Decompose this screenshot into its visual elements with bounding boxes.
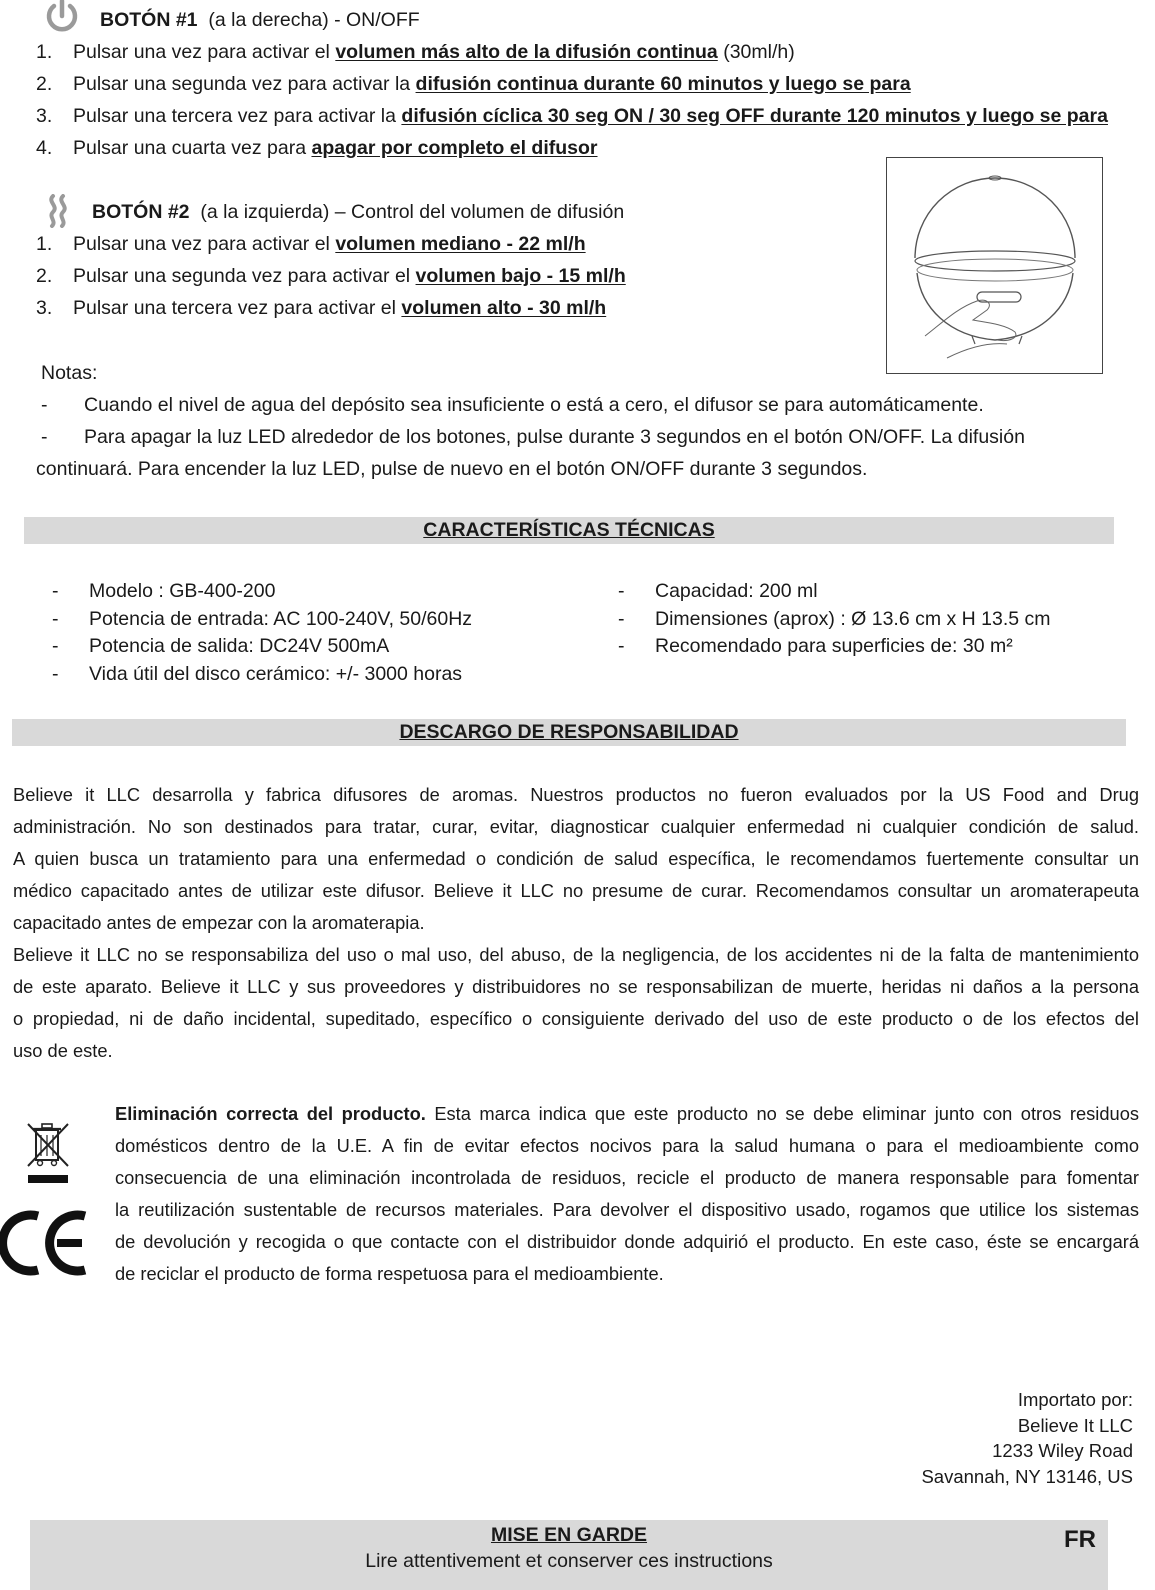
item-emphasis: volumen alto - 30 ml/h xyxy=(401,297,607,319)
notes-item: - Cuando el nivel de agua del depósito sea insuficiente o está a cero, el difusor se para automáticamente. xyxy=(41,394,984,416)
diffuser-illustration xyxy=(886,157,1103,374)
item-text: Pulsar una cuarta vez para xyxy=(73,137,312,159)
spec-item: - Vida útil del disco cerámico: +/- 3000 horas xyxy=(52,663,463,685)
button1-item xyxy=(36,134,598,162)
spec-text: Potencia de salida: DC24V 500mA xyxy=(89,635,390,657)
disclaimer-line: A quien busca un tratamiento para una enfermedad o condición de salud específica, le recomendamos fuertemente consultar un xyxy=(13,848,1139,869)
item-emphasis: volumen más alto de la difusión continua xyxy=(335,41,718,63)
item-emphasis: difusión cíclica 30 seg ON / 30 seg OFF durante 120 minutos y luego se para xyxy=(401,105,1108,127)
item-text: Pulsar una vez para activar el xyxy=(73,41,336,63)
item-number: 1. xyxy=(36,233,53,255)
item-emphasis: volumen mediano - 22 ml/h xyxy=(335,233,586,255)
item-text: Pulsar una tercera vez para activar la xyxy=(73,105,402,127)
disclaimer-line: capacitado antes de empezar con la aromaterapia. xyxy=(13,912,425,933)
notes-item-continuation: continuará. Para encender la luz LED, pulse de nuevo en el botón ON/OFF durante 3 segundos. xyxy=(36,458,868,480)
button2-heading xyxy=(92,198,624,226)
disposal-line: consecuencia de una eliminación incontrolada de residuos, recicle el producto de manera responsable para fomentar xyxy=(115,1167,1139,1188)
disposal-line: de reciclar el producto de forma respetuosa para el medioambiente. xyxy=(115,1263,664,1284)
spec-item: - Potencia de salida: DC24V 500mA xyxy=(52,635,390,657)
notes-item: - Para apagar la luz LED alrededor de los botones, pulse durante 3 segundos en el botón ON/OFF. La difusión xyxy=(41,426,1025,448)
item-number: 4. xyxy=(36,137,53,159)
item-number: 2. xyxy=(36,73,53,95)
importer-label: Importato por: xyxy=(1017,1389,1133,1410)
button2-item xyxy=(36,230,586,258)
spec-item: - Potencia de entrada: AC 100-240V, 50/60Hz xyxy=(52,608,473,630)
disposal-line: domésticos dentro de la U.E. A fin de evitar efectos nocivos para la salud humana o para el medioambiente como xyxy=(115,1135,1139,1156)
item-emphasis: volumen bajo - 15 ml/h xyxy=(415,265,626,287)
spec-item: - Recomendado para superficies de: 30 m² xyxy=(618,635,1013,657)
button1-item xyxy=(36,38,795,66)
disclaimer-line: de este aparato. Believe it LLC y sus proveedores y distribuidores no se responsabilizan de muerte, heridas ni daños a la persona xyxy=(13,976,1139,997)
footer-band xyxy=(30,1520,1108,1590)
button1-heading xyxy=(100,6,420,34)
disclaimer-line: o propiedad, ni de daño incidental, supeditado, específico o consiguiente derivado del uso de este producto o de los efectos del xyxy=(13,1008,1139,1029)
spec-text: Potencia de entrada: AC 100-240V, 50/60Hz xyxy=(89,608,473,630)
spec-text: Dimensiones (aprox) : Ø 13.6 cm x H 13.5 cm xyxy=(655,608,1051,630)
spec-text: Vida útil del disco cerámico: +/- 3000 horas xyxy=(89,663,463,685)
disclaimer-heading: DESCARGO DE RESPONSABILIDAD xyxy=(12,719,1126,746)
importer-address xyxy=(921,1387,1133,1489)
item-emphasis: difusión continua durante 60 minutos y luego se para xyxy=(415,73,911,95)
item-emphasis: apagar por completo el difusor xyxy=(311,137,598,159)
button2-title: BOTÓN #2 xyxy=(92,201,190,223)
steam-icon xyxy=(44,194,74,228)
ce-mark xyxy=(0,1208,90,1278)
button1-item xyxy=(36,102,1108,130)
item-number: 3. xyxy=(36,105,53,127)
spec-item: - Dimensiones (aprox) : Ø 13.6 cm x H 13.5 cm xyxy=(618,608,1051,630)
language-badge: FR xyxy=(1064,1526,1096,1553)
disposal-body xyxy=(115,1098,1139,1290)
importer-street: 1233 Wiley Road xyxy=(992,1440,1133,1461)
notes-item-text: Para apagar la luz LED alrededor de los botones, pulse durante 3 segundos en el botón ON/OFF. La difusión xyxy=(84,426,1025,448)
item-number: 2. xyxy=(36,265,53,287)
disposal-line-text: Esta marca indica que este producto no se debe eliminar junto con otros residuos xyxy=(425,1103,1139,1124)
notes-item-text: Cuando el nivel de agua del depósito sea insuficiente o está a cero, el difusor se para automáticamente. xyxy=(84,394,984,416)
spec-text: Modelo : GB-400-200 xyxy=(89,580,276,602)
footer-title: MISE EN GARDE xyxy=(490,1524,648,1546)
power-icon xyxy=(44,0,80,34)
spec-text: Recomendado para superficies de: 30 m² xyxy=(655,635,1013,657)
disposal-title: Eliminación correcta del producto. xyxy=(115,1103,426,1124)
notes-heading: Notas: xyxy=(41,362,98,384)
weee-bin-icon xyxy=(22,1120,74,1186)
button1-subtitle: (a la derecha) - ON/OFF xyxy=(208,9,420,31)
button1-item xyxy=(36,70,911,98)
disclaimer-line: Believe it LLC no se responsabiliza del uso o mal uso, del abuso, de la negligencia, de los accidentes ni de la falta de mantenimiento xyxy=(13,944,1139,965)
disclaimer-line: uso de este. xyxy=(13,1040,113,1061)
disposal-line xyxy=(115,1098,1139,1130)
disposal-line: la reutilización sustentable de recursos materiales. Para devolver el dispositivo usado, rogamos que utilice los sistemas xyxy=(115,1199,1139,1220)
item-text-suffix: (30ml/h) xyxy=(717,41,795,63)
item-text: Pulsar una segunda vez para activar el xyxy=(73,265,416,287)
disclaimer-line: Believe it LLC desarrolla y fabrica difusores de aromas. Nuestros productos no fueron evaluados por la US Food and Drug xyxy=(13,784,1139,805)
button2-subtitle: (a la izquierda) – Control del volumen de difusión xyxy=(200,201,625,223)
disclaimer-body xyxy=(13,779,1139,1067)
disclaimer-line: administración. No son destinados para tratar, curar, evitar, diagnosticar cualquier enfermedad ni cualquier condición de salud. xyxy=(13,816,1139,837)
button1-title: BOTÓN #1 xyxy=(100,9,198,31)
button2-item xyxy=(36,294,606,322)
importer-city: Savannah, NY 13146, US xyxy=(921,1465,1133,1487)
spec-text: Capacidad: 200 ml xyxy=(655,580,818,602)
importer-name: Believe It LLC xyxy=(1017,1414,1133,1436)
item-text: Pulsar una vez para activar el xyxy=(73,233,336,255)
spec-item: - Modelo : GB-400-200 xyxy=(52,580,276,602)
item-number: 3. xyxy=(36,297,53,319)
button2-item xyxy=(36,262,626,290)
disclaimer-line: médico capacitado antes de utilizar este difusor. Believe it LLC no presume de curar. Recomendamos consultar un aromaterapeuta xyxy=(13,880,1139,901)
item-text: Pulsar una tercera vez para activar el xyxy=(73,297,402,319)
spec-item: - Capacidad: 200 ml xyxy=(618,580,818,602)
item-text: Pulsar una segunda vez para activar la xyxy=(73,73,416,95)
disposal-line: de devolución y recogida o que contacte con el distribuidor donde adquirió el producto. En este caso, éste se encargará xyxy=(115,1231,1139,1252)
footer-subtitle: Lire attentivement et conserver ces instructions xyxy=(365,1550,773,1572)
item-number: 1. xyxy=(36,41,53,63)
specs-heading: CARACTERÍSTICAS TÉCNICAS xyxy=(24,517,1114,544)
